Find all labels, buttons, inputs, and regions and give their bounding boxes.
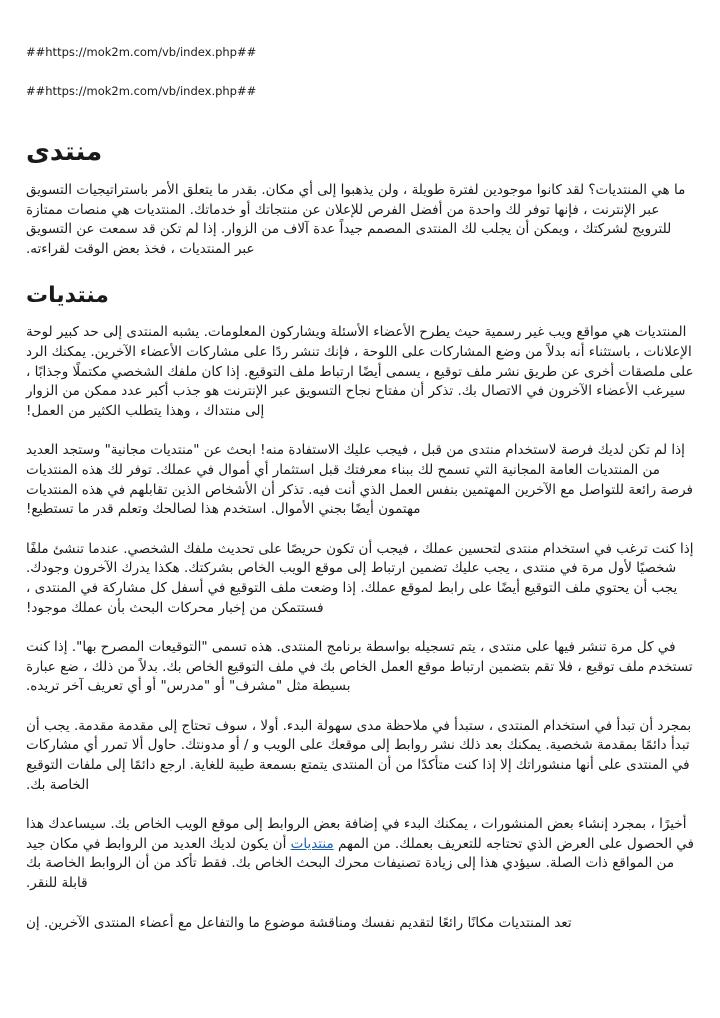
paragraph-text: أخيرًا ، بمجرد إنشاء بعض المنشورات ، يمكنك البدء في إضافة بعض الروابط إلى موقع الويب الخاص بك. سيساعدك هذا في الحصول على العرض الذي تحتاجه للتعريف بعملك. من المهم	[26, 816, 694, 852]
intro-paragraph: ما هي المنتديات؟ لقد كانوا موجودين لفترة طويلة ، ولن يذهبوا إلى أي مكان. بقدر ما يتعلق الأمر باستراتيجيات التسويق عبر الإنترنت ، فإنها توفر لك واحدة من أفضل الفرص للإعلان عن منتجاتك أو خدماتك. المنتديات هي منصات ممتازة للترويج لشركتك ، ويمكن أن يجلب لك المنتدى المصمم جيداً عدة آلاف من الزوار. إذا لم تكن قد سمعت عن التسويق عبر المنتديات ، فخذ بعض الوقت لقراءته.	[26, 182, 686, 257]
body-paragraph: بمجرد أن تبدأ في استخدام المنتدى ، ستبدأ في ملاحظة مدى سهولة البدء. أولا ، سوف تحتاج إلى مقدمة مقدمة. يجب أن تبدأ دائمًا بمقدمة شخصية. يمكنك بعد ذلك نشر روابط إلى موقعك على الويب و / أو مدونتك. حاول ألا تمرر أي مشاركات في المنتدى على أنها منشوراتك إلا إذا كنت متأكدًا من أن المنتدى يتمتع بسمعة طيبة للغاية. ارجع دائمًا إلى ملفات التوقيع الخاصة بك.	[26, 717, 692, 793]
body-paragraph: إذا لم تكن لديك فرصة لاستخدام منتدى من قبل ، فيجب عليك الاستفادة منه! ابحث عن "منتديات مجانية" وستجد العديد من المنتديات العامة المجانية التي تسمح لك ببناء معرفتك قبل استثمار أي أموال في عملك. توفر لك هذه المنتديات فرصة رائعة للتواصل مع الآخرين المهتمين بنفس العمل الذي أنت فيه. تذكر أن الأشخاص الذين تقابلهم في هذه المنتديات مهتمون أيضًا بجني الأموال. استخدم هذا لصالحك وتعلم قدر ما تستطيع!	[26, 442, 693, 518]
section-heading: منتديات	[26, 283, 109, 309]
body-paragraph: في كل مرة تنشر فيها على منتدى ، يتم تسجيله بواسطة برنامج المنتدى. هذه تسمى "التوقيعات المصرح بها". إذا كنت تستخدم ملف توقيع ، فلا تقم بتضمين ارتباط موقع العمل الخاص بك في ملف التوقيع الخاص بك. بدلاً من ذلك ، ضع عبارة بسيطة مثل "مشرف" أو "مدرس" أو أي تعريف آخر تريده.	[26, 639, 693, 695]
forums-link[interactable]: منتديات	[290, 835, 334, 852]
paragraph-text: أن يكون لديك العديد من الروابط في مكان جيد من المواقع ذات الصلة. سيؤدي هذا إلى زيادة تصنيفات محرك البحث الخاص بك. فقط تأكد من أن الروابط الخاصة بك قابلة للنقر.	[26, 835, 675, 892]
closing-fragment: تعد المنتديات مكانًا رائعًا لتقديم نفسك ومناقشة موضوع ما والتفاعل مع أعضاء المنتدى الآخرين. إن	[26, 914, 572, 931]
source-url-line: ##https://mok2m.com/vb/index.php##	[26, 84, 257, 98]
body-paragraph: إذا كنت ترغب في استخدام منتدى لتحسين عملك ، فيجب أن تكون حريصًا على تحديث ملفك الشخصي. عندما تنشئ ملفًا شخصيًا لأول مرة في منتدى ، يجب عليك تضمين ارتباط إلى موقع الويب الخاص بشركتك. هكذا يدرك الآخرون وجودك. يجب أن يحتوي ملف التوقيع أيضًا على رابط لموقع عملك. إذا وضعت ملف التوقيع في أسفل كل مشاركة في المنتدى ، فستتمكن من إخبار محركات البحث بأن عملك موجود!	[26, 540, 694, 616]
source-url-line: ##https://mok2m.com/vb/index.php##	[26, 45, 257, 59]
body-paragraph: المنتديات هي مواقع ويب غير رسمية حيث يطرح الأعضاء الأسئلة ويشاركون المعلومات. يشبه المنتدى إلى حد كبير لوحة الإعلانات ، باستثناء أنه بدلاً من وضع المشاركات على اللوحة ، فإنك تنشر ردًا على مشاركات الأعضاء الآخرين. يمكنك الرد على ملصقات أخرى عن طريق نشر ملف توقيع ، يسمى أيضًا ارتباط ملف التوقيع. إذا كان ملفك الشخصي مكتملًا وجذابًا ، سيرغب الأعضاء الآخرون في الاتصال بك. تذكر أن مفتاح نجاح التسويق عبر الإنترنت هو جذب أكبر عدد ممكن من الزوار إلى منتداك ، وهذا يتطلب الكثير من العمل!	[26, 324, 694, 419]
body-paragraph-with-link	[26, 815, 694, 893]
page-title: منتدى	[26, 137, 103, 167]
